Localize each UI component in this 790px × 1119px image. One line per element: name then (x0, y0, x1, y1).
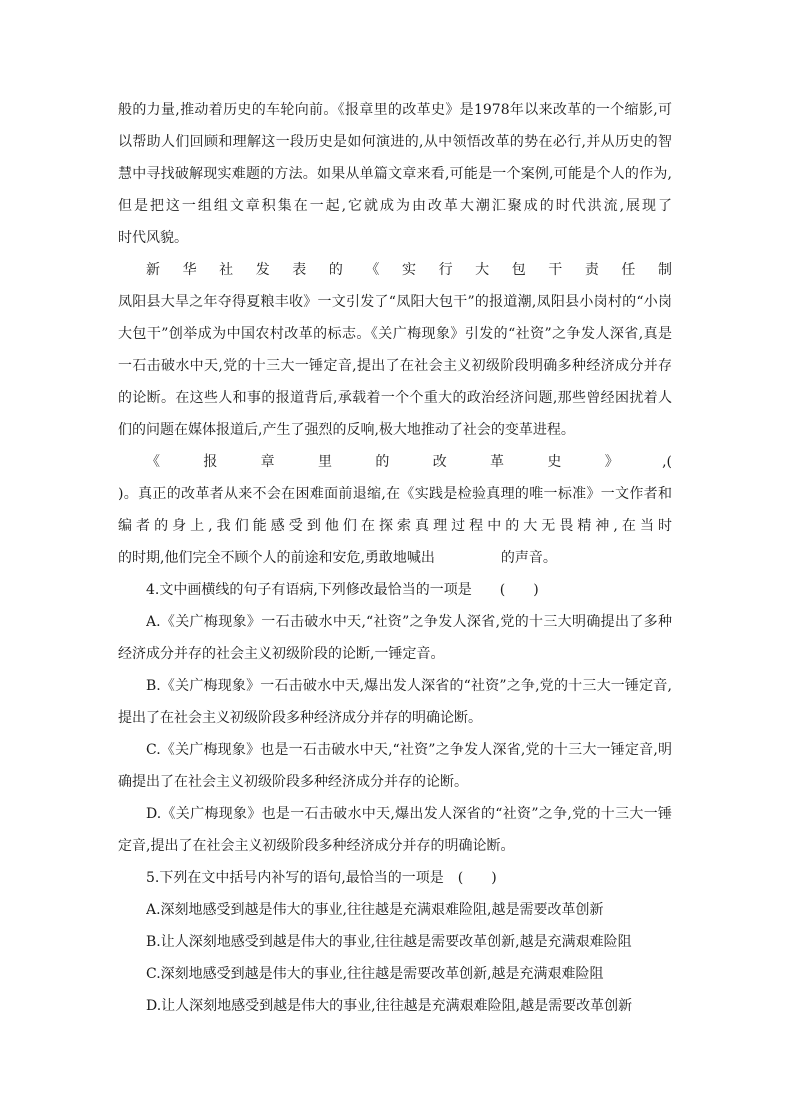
question-5-option-b: B.让人深刻地感受到越是伟大的事业,往往越是需要改革创新,越是充满艰难险阻 (146, 934, 632, 950)
question-4-option-b-line-2: 提出了在社会主义初级阶段多种经济成分并存的明确论断。 (118, 710, 482, 726)
question-4-option-c-line-2: 确提出了在社会主义初级阶段多种经济成分并存的论断。 (118, 774, 468, 790)
question-4-option-a-line-1: A.《关广梅现象》一石击破水中天,“社资”之争发人深省,党的十三大明确提出了多种 (146, 614, 672, 630)
paragraph-3-line-1: 《报章里的改革史》,( (146, 454, 672, 470)
paragraph-2-line-3: 大包干”创举成为中国农村改革的标志。《关广梅现象》引发的“社资”之争发人深省,真是 (118, 326, 672, 342)
paragraph-3-line-4-text: 的时期,他们完全不顾个人的前途和安危,勇敢地喊出 (118, 550, 435, 566)
question-4-option-c-line-1: C.《关广梅现象》也是一石击破水中天,“社资”之争发人深省,党的十三大一锤定音,明 (146, 742, 672, 758)
paragraph-1-line-4: 但是把这一组组文章积集在一起,它就成为由改革大潮汇聚成的时代洪流,展现了 (118, 198, 672, 214)
paragraph-3-line-2: )。真正的改革者从来不会在困难面前退缩,在《实践是检验真理的唯一标准》一文作者和 (118, 486, 672, 502)
paragraph-2-line-2: 凤阳县大旱之年夺得夏粮丰收》一文引发了“凤阳大包干”的报道潮,凤阳县小岗村的“小岗 (118, 294, 672, 310)
question-5-stem: 5.下列在文中括号内补写的语句,最恰当的一项是 ( ) (146, 870, 497, 886)
paragraph-1-line-3: 慧中寻找破解现实难题的方法。如果从单篇文章来看,可能是一个案例,可能是个人的作为, (118, 166, 672, 182)
paragraph-3-line-4-end: 的声音。 (500, 550, 557, 566)
paragraph-2-line-4: 一石击破水中天,党的十三大一锤定音,提出了在社会主义初级阶段明确多种经济成分并存 (118, 358, 672, 374)
paragraph-2-line-5: 的论断。在这些人和事的报道背后,承载着一个个重大的政治经济问题,那些曾经困扰着人 (118, 390, 672, 406)
paragraph-2-line-6: 们的问题在媒体报道后,产生了强烈的反响,极大地推动了社会的变革进程。 (118, 422, 575, 438)
paragraph-3-line-3: 编者的身上,我们能感受到他们在探索真理过程中的大无畏精神,在当时 (118, 518, 672, 534)
question-5-option-d: D.让人深刻地感受到越是伟大的事业,往往越是充满艰难险阻,越是需要改革创新 (146, 998, 633, 1014)
paragraph-3-line-4 (118, 548, 672, 568)
paragraph-1-line-1: 般的力量,推动着历史的车轮向前。《报章里的改革史》是1978年以来改革的一个缩影,可 (118, 102, 672, 118)
paragraph-2-line-1: 新华社发表的《实行大包干责任制 (146, 262, 672, 278)
question-4-stem: 4.文中画横线的句子有语病,下列修改最恰当的一项是 ( ) (146, 582, 539, 598)
question-4-option-d-line-2: 定音,提出了在社会主义初级阶段多种经济成分并存的明确论断。 (118, 838, 515, 854)
question-5-option-a: A.深刻地感受到越是伟大的事业,往往越是充满艰难险阻,越是需要改革创新 (146, 902, 604, 918)
paragraph-1-line-2: 以帮助人们回顾和理解这一段历史是如何演进的,从中领悟改革的势在必行,并从历史的智 (118, 134, 672, 150)
paragraph-1-line-5: 时代风貌。 (118, 230, 188, 246)
question-4-option-a-line-2: 经济成分并存的社会主义初级阶段的论断,一锤定音。 (118, 646, 445, 662)
question-5-option-c: C.深刻地感受到越是伟大的事业,往往越是需要改革创新,越是充满艰难险阻 (146, 966, 604, 982)
question-4-option-b-line-1: B.《关广梅现象》一石击破水中天,爆出发人深省的“社资”之争,党的十三大一锤定音, (146, 678, 672, 694)
question-4-option-d-line-1: D.《关广梅现象》也是一石击破水中天,爆出发人深省的“社资”之争,党的十三大一锤 (146, 806, 672, 822)
